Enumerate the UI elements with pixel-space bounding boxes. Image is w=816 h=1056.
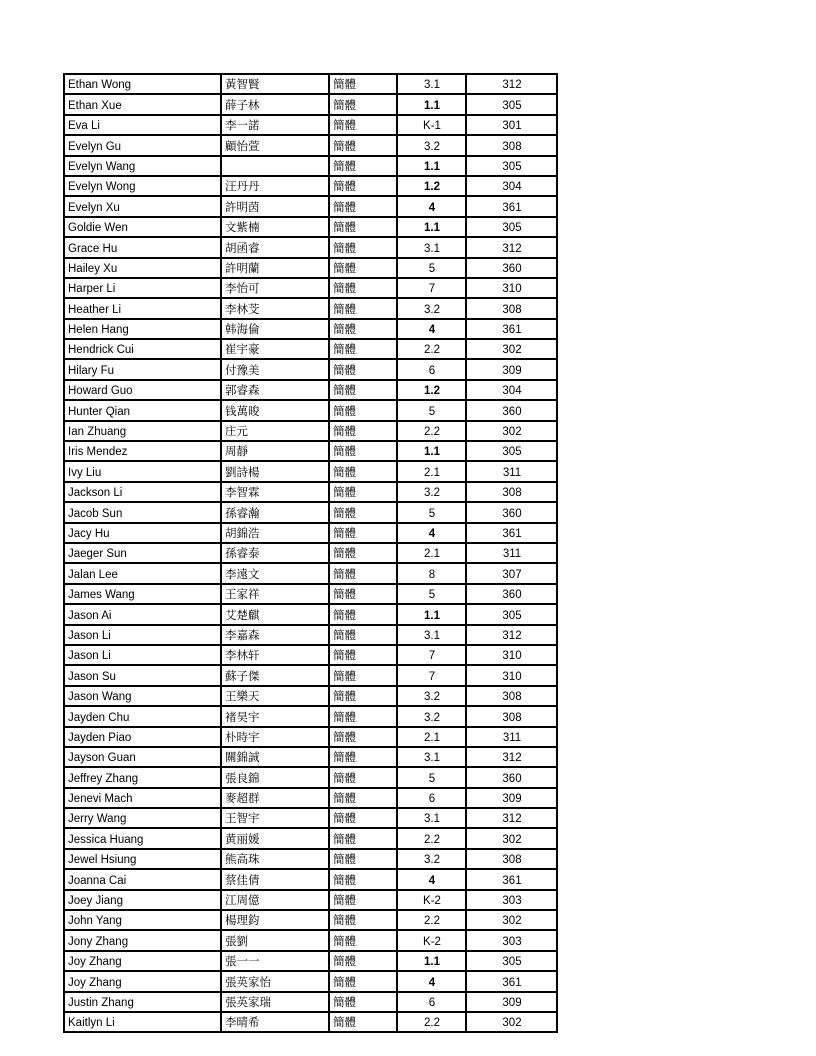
cell-english-name: Joy Zhang [64,951,221,971]
cell-english-name: James Wang [64,584,221,604]
table-row [64,563,557,583]
cell-room-number: 311 [466,461,557,481]
cell-chinese-name [221,156,329,176]
cell-script-type: 簡體 [329,176,397,196]
cell-class-level: 5 [397,502,466,522]
cell-room-number: 308 [466,298,557,318]
table-row [64,502,557,522]
table-row [64,482,557,502]
cell-english-name: Jessica Huang [64,828,221,848]
cell-script-type: 簡體 [329,94,397,114]
table-row [64,951,557,971]
table-row [64,400,557,420]
cell-class-level: 8 [397,563,466,583]
cell-english-name: Heather Li [64,298,221,318]
cell-script-type: 簡體 [329,482,397,502]
cell-class-level: 3.2 [397,135,466,155]
cell-chinese-name: 張一一 [221,951,329,971]
cell-room-number: 305 [466,94,557,114]
cell-english-name: Evelyn Wong [64,176,221,196]
cell-english-name: Jeffrey Zhang [64,767,221,787]
cell-class-level: 4 [397,523,466,543]
cell-english-name: Jayson Guan [64,747,221,767]
table-row [64,604,557,624]
cell-english-name: Jackson Li [64,482,221,502]
cell-room-number: 301 [466,115,557,135]
cell-script-type: 簡體 [329,278,397,298]
cell-english-name: Jason Li [64,645,221,665]
cell-room-number: 302 [466,910,557,930]
cell-class-level: 3.2 [397,686,466,706]
table-row [64,767,557,787]
table-row [64,74,557,94]
table-row [64,319,557,339]
cell-chinese-name: 張英家瑞 [221,992,329,1012]
cell-room-number: 308 [466,706,557,726]
cell-english-name: Ethan Wong [64,74,221,94]
cell-room-number: 308 [466,482,557,502]
cell-script-type: 簡體 [329,115,397,135]
cell-script-type: 簡體 [329,339,397,359]
cell-script-type: 簡體 [329,1012,397,1032]
cell-class-level: K-2 [397,930,466,950]
cell-english-name: Iris Mendez [64,441,221,461]
cell-script-type: 簡體 [329,992,397,1012]
cell-script-type: 簡體 [329,237,397,257]
cell-chinese-name: 張良錦 [221,767,329,787]
cell-english-name: Jaeger Sun [64,543,221,563]
cell-english-name: Hendrick Cui [64,339,221,359]
table-row [64,278,557,298]
cell-class-level: 7 [397,665,466,685]
table-row [64,1012,557,1032]
cell-english-name: Jacob Sun [64,502,221,522]
cell-script-type: 簡體 [329,788,397,808]
cell-english-name: Justin Zhang [64,992,221,1012]
cell-chinese-name: 張劉 [221,930,329,950]
cell-room-number: 310 [466,645,557,665]
cell-english-name: Grace Hu [64,237,221,257]
cell-room-number: 307 [466,563,557,583]
cell-class-level: 1.1 [397,94,466,114]
cell-room-number: 304 [466,176,557,196]
cell-chinese-name: 王樂天 [221,686,329,706]
table-row [64,706,557,726]
cell-chinese-name: 麥超群 [221,788,329,808]
cell-chinese-name: 黄丽媛 [221,828,329,848]
table-row [64,94,557,114]
table-row [64,135,557,155]
table-row [64,747,557,767]
table-row [64,869,557,889]
cell-room-number: 309 [466,359,557,379]
table-row [64,727,557,747]
cell-english-name: Hailey Xu [64,258,221,278]
cell-english-name: John Yang [64,910,221,930]
cell-class-level: 1.2 [397,176,466,196]
cell-chinese-name: 付豫美 [221,359,329,379]
cell-chinese-name: 江周億 [221,890,329,910]
table-row [64,441,557,461]
cell-class-level: 1.1 [397,156,466,176]
cell-script-type: 簡體 [329,971,397,991]
cell-script-type: 簡體 [329,767,397,787]
cell-script-type: 簡體 [329,910,397,930]
cell-room-number: 360 [466,584,557,604]
table-row [64,339,557,359]
cell-english-name: Kaitlyn Li [64,1012,221,1032]
cell-room-number: 361 [466,523,557,543]
cell-script-type: 簡體 [329,502,397,522]
cell-chinese-name: 孫睿瀚 [221,502,329,522]
cell-english-name: Jewel Hsiung [64,849,221,869]
table-row [64,665,557,685]
cell-room-number: 361 [466,196,557,216]
table-row [64,930,557,950]
cell-script-type: 簡體 [329,584,397,604]
cell-class-level: 4 [397,319,466,339]
cell-room-number: 302 [466,828,557,848]
cell-chinese-name: 李一諾 [221,115,329,135]
cell-chinese-name: 崔宇豪 [221,339,329,359]
table-row [64,421,557,441]
cell-class-level: 2.2 [397,1012,466,1032]
table-row [64,625,557,645]
cell-chinese-name: 艾楚麒 [221,604,329,624]
cell-chinese-name: 李嘉森 [221,625,329,645]
cell-chinese-name: 李遠文 [221,563,329,583]
cell-room-number: 302 [466,339,557,359]
cell-script-type: 簡體 [329,563,397,583]
cell-chinese-name: 胡函睿 [221,237,329,257]
cell-class-level: 4 [397,196,466,216]
cell-class-level: K-2 [397,890,466,910]
cell-room-number: 311 [466,727,557,747]
cell-chinese-name: 熊高珠 [221,849,329,869]
table-row [64,156,557,176]
cell-english-name: Hunter Qian [64,400,221,420]
cell-script-type: 簡體 [329,359,397,379]
table-row [64,828,557,848]
cell-english-name: Helen Hang [64,319,221,339]
cell-script-type: 簡體 [329,543,397,563]
cell-english-name: Ian Zhuang [64,421,221,441]
cell-script-type: 簡體 [329,869,397,889]
cell-english-name: Jason Ai [64,604,221,624]
cell-room-number: 304 [466,380,557,400]
cell-script-type: 簡體 [329,74,397,94]
cell-class-level: 1.2 [397,380,466,400]
table-row [64,176,557,196]
cell-room-number: 302 [466,421,557,441]
cell-class-level: 4 [397,869,466,889]
cell-class-level: 1.1 [397,604,466,624]
cell-class-level: 2.2 [397,828,466,848]
table-row [64,992,557,1012]
cell-room-number: 360 [466,767,557,787]
cell-script-type: 簡體 [329,461,397,481]
table-row [64,196,557,216]
cell-chinese-name: 汪丹丹 [221,176,329,196]
cell-english-name: Jayden Piao [64,727,221,747]
cell-room-number: 308 [466,849,557,869]
table-row [64,461,557,481]
cell-room-number: 305 [466,441,557,461]
cell-script-type: 簡體 [329,951,397,971]
table-row [64,584,557,604]
cell-room-number: 360 [466,502,557,522]
table-row [64,788,557,808]
cell-class-level: 6 [397,788,466,808]
cell-room-number: 312 [466,625,557,645]
cell-script-type: 簡體 [329,319,397,339]
cell-class-level: 4 [397,971,466,991]
cell-chinese-name: 钱萬晙 [221,400,329,420]
cell-room-number: 308 [466,135,557,155]
cell-class-level: 3.1 [397,808,466,828]
cell-script-type: 簡體 [329,604,397,624]
cell-english-name: Jason Wang [64,686,221,706]
cell-class-level: 2.2 [397,339,466,359]
cell-class-level: 1.1 [397,441,466,461]
table-row [64,543,557,563]
cell-class-level: 5 [397,400,466,420]
cell-class-level: 6 [397,992,466,1012]
table-row [64,298,557,318]
cell-class-level: 6 [397,359,466,379]
cell-script-type: 簡體 [329,686,397,706]
cell-room-number: 303 [466,930,557,950]
cell-script-type: 簡體 [329,156,397,176]
cell-english-name: Evelyn Xu [64,196,221,216]
cell-room-number: 361 [466,319,557,339]
cell-english-name: Jason Su [64,665,221,685]
cell-room-number: 309 [466,992,557,1012]
cell-room-number: 361 [466,971,557,991]
cell-chinese-name: 關錦誠 [221,747,329,767]
cell-english-name: Ivy Liu [64,461,221,481]
cell-class-level: 3.1 [397,747,466,767]
cell-chinese-name: 許明蘭 [221,258,329,278]
cell-room-number: 308 [466,686,557,706]
cell-room-number: 312 [466,747,557,767]
cell-room-number: 305 [466,156,557,176]
cell-script-type: 簡體 [329,930,397,950]
cell-english-name: Joanna Cai [64,869,221,889]
cell-class-level: 3.2 [397,482,466,502]
table-row [64,890,557,910]
cell-chinese-name: 王家祥 [221,584,329,604]
table-row [64,808,557,828]
cell-chinese-name: 楊理鈞 [221,910,329,930]
cell-script-type: 簡體 [329,890,397,910]
cell-room-number: 312 [466,808,557,828]
cell-script-type: 簡體 [329,625,397,645]
cell-chinese-name: 顧怡萱 [221,135,329,155]
cell-room-number: 305 [466,604,557,624]
cell-class-level: 1.1 [397,217,466,237]
cell-script-type: 簡體 [329,645,397,665]
cell-english-name: Evelyn Wang [64,156,221,176]
cell-room-number: 309 [466,788,557,808]
cell-chinese-name: 李怡可 [221,278,329,298]
cell-script-type: 簡體 [329,747,397,767]
cell-chinese-name: 王智宇 [221,808,329,828]
cell-class-level: 3.1 [397,625,466,645]
table-row [64,971,557,991]
cell-class-level: K-1 [397,115,466,135]
cell-script-type: 簡體 [329,298,397,318]
cell-script-type: 簡體 [329,217,397,237]
cell-room-number: 312 [466,74,557,94]
cell-class-level: 2.1 [397,461,466,481]
cell-chinese-name: 朴時宇 [221,727,329,747]
cell-chinese-name: 胡錦浩 [221,523,329,543]
cell-chinese-name: 庄元 [221,421,329,441]
cell-script-type: 簡體 [329,665,397,685]
cell-class-level: 7 [397,278,466,298]
cell-chinese-name: 張英家怡 [221,971,329,991]
cell-class-level: 2.2 [397,421,466,441]
cell-chinese-name: 李林芠 [221,298,329,318]
cell-english-name: Goldie Wen [64,217,221,237]
cell-english-name: Hilary Fu [64,359,221,379]
cell-script-type: 簡體 [329,523,397,543]
cell-class-level: 5 [397,584,466,604]
table-row [64,523,557,543]
table-row [64,359,557,379]
cell-script-type: 簡體 [329,196,397,216]
cell-script-type: 簡體 [329,421,397,441]
cell-class-level: 5 [397,258,466,278]
cell-script-type: 簡體 [329,706,397,726]
cell-english-name: Jayden Chu [64,706,221,726]
cell-room-number: 305 [466,951,557,971]
cell-english-name: Jenevi Mach [64,788,221,808]
table-row [64,258,557,278]
cell-english-name: Howard Guo [64,380,221,400]
cell-room-number: 311 [466,543,557,563]
cell-class-level: 3.2 [397,298,466,318]
cell-english-name: Jony Zhang [64,930,221,950]
cell-english-name: Jerry Wang [64,808,221,828]
table-row [64,686,557,706]
cell-chinese-name: 薛子林 [221,94,329,114]
cell-script-type: 簡體 [329,400,397,420]
cell-english-name: Ethan Xue [64,94,221,114]
cell-chinese-name: 劉詩楊 [221,461,329,481]
cell-chinese-name: 韩海倫 [221,319,329,339]
cell-english-name: Jalan Lee [64,563,221,583]
cell-english-name: Joey Jiang [64,890,221,910]
cell-room-number: 302 [466,1012,557,1032]
cell-chinese-name: 李晴希 [221,1012,329,1032]
table-row [64,380,557,400]
cell-class-level: 3.1 [397,237,466,257]
table-row [64,237,557,257]
cell-english-name: Evelyn Gu [64,135,221,155]
cell-english-name: Jason Li [64,625,221,645]
cell-class-level: 3.2 [397,706,466,726]
cell-chinese-name: 許明茵 [221,196,329,216]
cell-room-number: 312 [466,237,557,257]
cell-class-level: 7 [397,645,466,665]
cell-class-level: 2.1 [397,727,466,747]
cell-chinese-name: 郭睿森 [221,380,329,400]
cell-chinese-name: 文紫楠 [221,217,329,237]
class-roster-table [63,73,558,1033]
cell-script-type: 簡體 [329,135,397,155]
cell-room-number: 361 [466,869,557,889]
cell-chinese-name: 黃智賢 [221,74,329,94]
table-row [64,910,557,930]
cell-class-level: 3.1 [397,74,466,94]
cell-room-number: 360 [466,258,557,278]
cell-script-type: 簡體 [329,828,397,848]
cell-class-level: 2.1 [397,543,466,563]
cell-chinese-name: 李林轩 [221,645,329,665]
cell-room-number: 310 [466,665,557,685]
cell-script-type: 簡體 [329,849,397,869]
cell-script-type: 簡體 [329,808,397,828]
cell-chinese-name: 褚昊宇 [221,706,329,726]
cell-chinese-name: 李智霖 [221,482,329,502]
cell-chinese-name: 周靜 [221,441,329,461]
cell-class-level: 5 [397,767,466,787]
spreadsheet-print-area [63,73,558,1033]
cell-chinese-name: 蘇子傑 [221,665,329,685]
cell-room-number: 305 [466,217,557,237]
cell-script-type: 簡體 [329,380,397,400]
cell-class-level: 3.2 [397,849,466,869]
cell-script-type: 簡體 [329,258,397,278]
cell-chinese-name: 蔡佳倩 [221,869,329,889]
table-row [64,849,557,869]
cell-english-name: Jacy Hu [64,523,221,543]
cell-english-name: Eva Li [64,115,221,135]
table-row [64,645,557,665]
table-row [64,217,557,237]
cell-room-number: 360 [466,400,557,420]
cell-english-name: Joy Zhang [64,971,221,991]
cell-english-name: Harper Li [64,278,221,298]
cell-room-number: 310 [466,278,557,298]
cell-script-type: 簡體 [329,441,397,461]
cell-class-level: 2.2 [397,910,466,930]
cell-chinese-name: 孫睿泰 [221,543,329,563]
cell-script-type: 簡體 [329,727,397,747]
cell-room-number: 303 [466,890,557,910]
table-row [64,115,557,135]
cell-class-level: 1.1 [397,951,466,971]
